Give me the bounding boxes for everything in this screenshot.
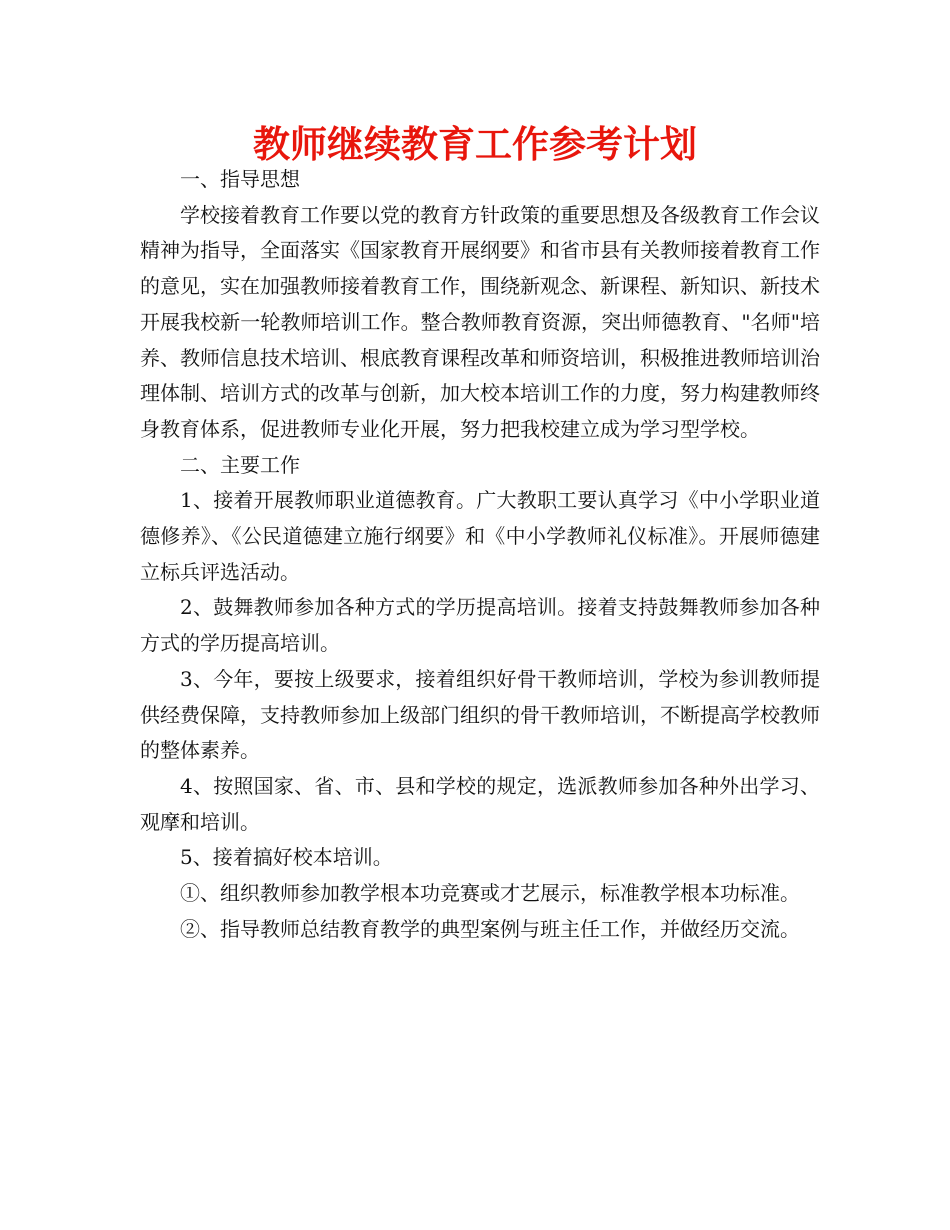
list-item-1: 1、接着开展教师职业道德教育。广大教职工要认真学习《中小学职业道德修养》、《公民道德建立施行纲要》和《中小学教师礼仪标准》。开展师德建立标兵评选活动。 (140, 488, 820, 584)
document-title: 教师继续教育工作参考计划 (253, 123, 697, 166)
sub-item-2: ②、指导教师总结教育教学的典型案例与班主任工作，并做经历交流。 (180, 916, 800, 941)
sub-item-1: ①、组织教师参加教学根本功竞赛或才艺展示，标准教学根本功标准。 (180, 881, 800, 906)
list-item-2: 2、鼓舞教师参加各种方式的学历提高培训。接着支持鼓舞教师参加各种方式的学历提高培训。 (140, 595, 820, 656)
document-body (140, 162, 820, 947)
list-item-3: 3、今年，要按上级要求，接着组织好骨干教师培训，学校为参训教师提供经费保障，支持教师参加上级部门组织的骨干教师培训，不断提高学校教师的整体素养。 (140, 666, 820, 763)
list-item-4: 4、按照国家、省、市、县和学校的规定，选派教师参加各种外出学习、观摩和培训。 (140, 773, 820, 834)
paragraph-guiding-thought: 学校接着教育工作要以党的教育方针政策的重要思想及各级教育工作会议精神为指导，全面落实《国家教育开展纲要》和省市县有关教师接着教育工作的意见，实在加强教师接着教育工作，围绕新观念、新课程、新知识、新技术开展我校新一轮教师培训工作。整合教师教育资源，突出师德教育、"名师"培养、教师信息技术培训、根底教育课程改革和师资培训，积极推进教师培训治理体制、培训方式的改革与创新，加大校本培训工作的力度，努力构建教师终身教育体系，促进教师专业化开展，努力把我校建立成为学习型学校。 (140, 202, 820, 441)
section-heading-guiding-thought: 一、指导思想 (180, 167, 300, 191)
list-item-5: 5、接着搞好校本培训。 (180, 845, 393, 870)
section-heading-main-work: 二、主要工作 (180, 452, 300, 477)
